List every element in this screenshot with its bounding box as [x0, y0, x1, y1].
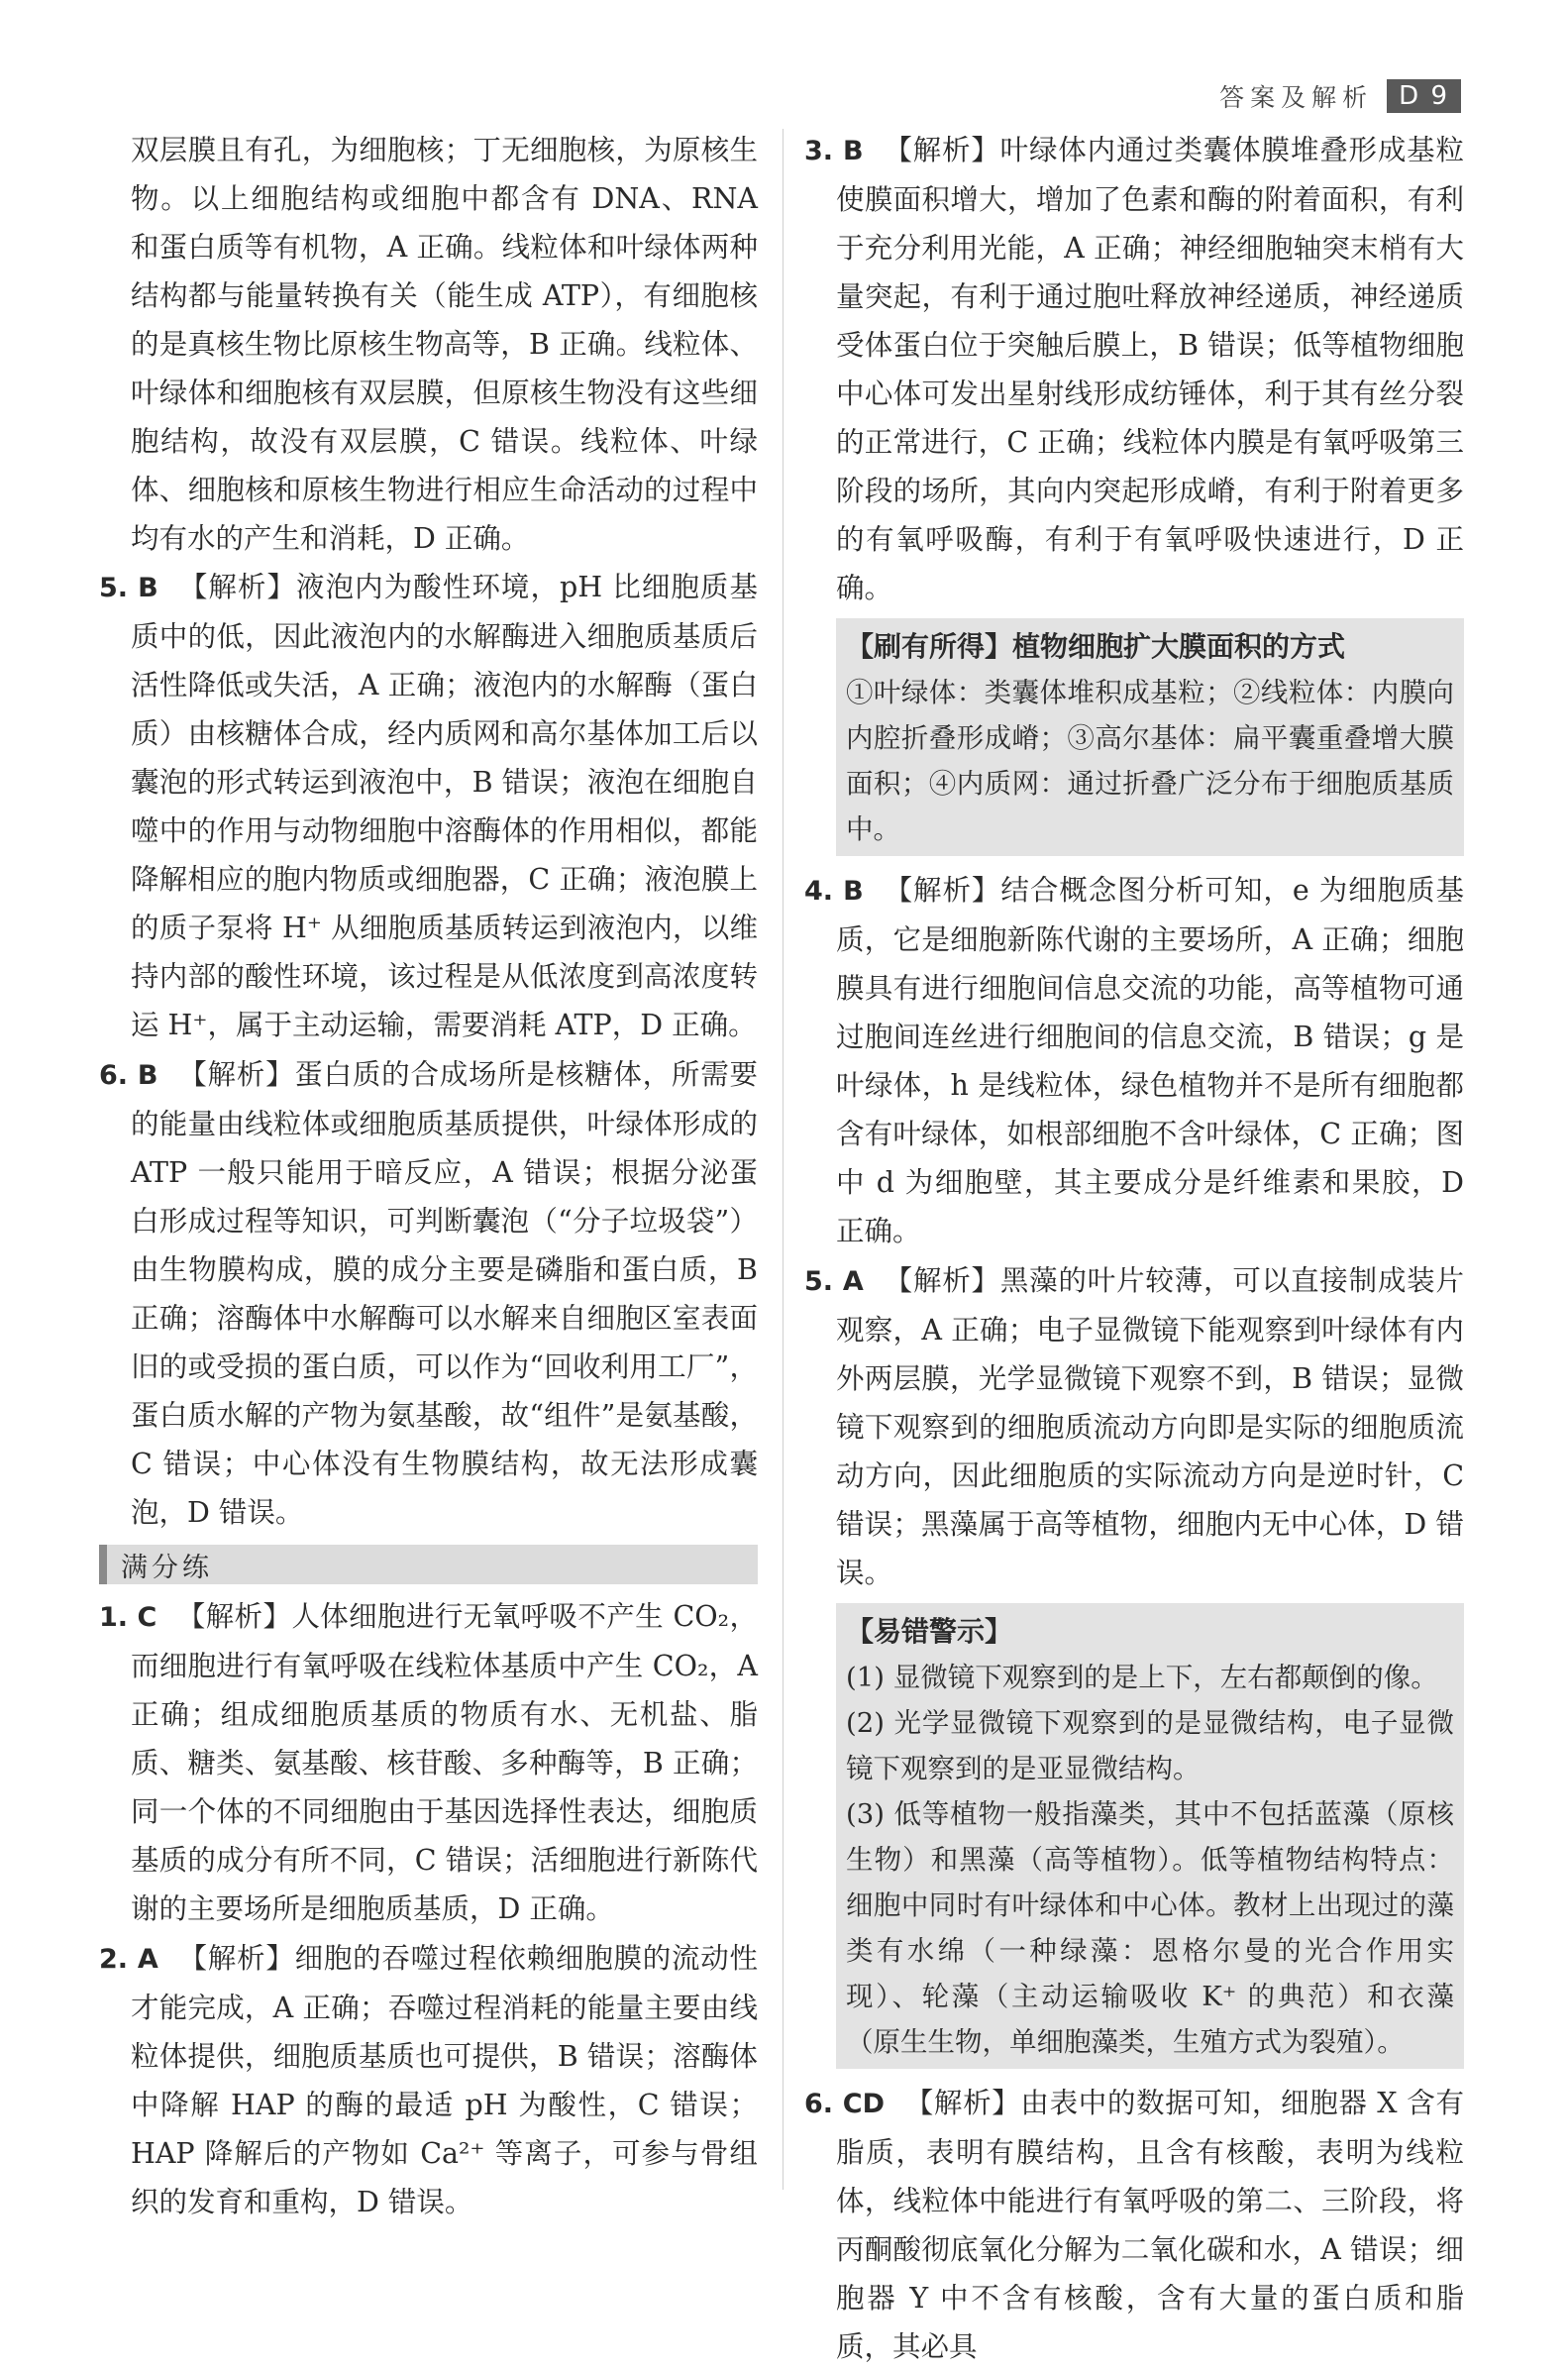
- question-5: [804, 1256, 1464, 1597]
- header-title: 答案及解析: [1219, 83, 1374, 112]
- section-title: 满分练: [121, 1552, 213, 1583]
- answer-letter: B: [842, 136, 864, 166]
- analysis-text: 蛋白质的合成场所是核糖体，所需要的能量由线粒体或细胞质基质提供，叶绿体形成的 ATP 一般只能用于暗反应，A 错误；根据分泌蛋白形成过程等知识，可判断囊泡（“分子垃圾袋”）由生物膜构成，膜的成分主要是磷脂和蛋白质，B 正确；溶酶体中水解酶可以水解来自细胞区室表面旧的或受损的蛋白质，可以作为“回收利用工厂”，蛋白质水解的产物为氨基酸，故“组件”是氨基酸，C 错误；中心体没有生物膜结构，故无法形成囊泡，D 错误。: [131, 1058, 758, 1529]
- column-divider: [783, 129, 784, 2190]
- question-number: 5.: [804, 1266, 834, 1297]
- warning-point-1: (1) 显微镜下观察到的是上下，左右都颠倒的像。: [846, 1662, 1438, 1693]
- question-number: 6.: [99, 1060, 129, 1091]
- question-number: 4.: [804, 876, 834, 907]
- intro-paragraph: 双层膜且有孔，为细胞核；丁无细胞核，为原核生物。以上细胞结构或细胞中都含有 DNA、RNA 和蛋白质等有机物，A 正确。线粒体和叶绿体两种结构都与能量转换有关（能生成 ATP），有细胞核的是真核生物比原核生物高等，B 正确。线粒体、叶绿体和细胞核有双层膜，但原核生物没有这些细胞结构，故没有双层膜，C 错误。线粒体、叶绿体、细胞核和原核生物进行相应生命活动的过程中均有水的产生和消耗，D 正确。: [131, 134, 758, 555]
- analysis-text: 细胞的吞噬过程依赖细胞膜的流动性才能完成，A 正确；吞噬过程消耗的能量主要由线粒体提供，细胞质基质也可提供，B 错误；溶酶体中降解 HAP 的酶的最适 pH 为酸性，C 错误；HAP 降解后的产物如 Ca²⁺ 等离子，可参与骨组织的发育和重构，D 错误。: [131, 1942, 758, 2218]
- takeaway-box: [836, 618, 1464, 856]
- analysis-tag: 【解析】: [177, 1942, 295, 1975]
- left-column: [99, 126, 758, 2227]
- page-header: [1219, 77, 1461, 115]
- question-number: 1.: [99, 1602, 129, 1633]
- takeaway-text: ①叶绿体：类囊体堆积成基粒；②线粒体：内膜向内腔折叠形成嵴；③高尔基体：扁平囊重叠增大膜面积；④内质网：通过折叠广泛分布于细胞质基质中。: [846, 677, 1454, 845]
- analysis-text: 叶绿体内通过类囊体膜堆叠形成基粒使膜面积增大，增加了色素和酶的附着面积，有利于充分利用光能，A 正确；神经细胞轴突末梢有大量突起，有利于通过胞吐释放神经递质，神经递质受体蛋白位于突触后膜上，B 错误；低等植物细胞中心体可发出星射线形成纺锤体，利于其有丝分裂的正常进行，C 正确；线粒体内膜是有氧呼吸第三阶段的场所，其向内突起形成嵴，有利于附着更多的有氧呼吸酶，有利于有氧呼吸快速进行，D 正确。: [836, 134, 1464, 604]
- question-number: 3.: [804, 136, 834, 166]
- question-2: [99, 1934, 758, 2226]
- answer-letter: A: [842, 1266, 864, 1297]
- analysis-tag: 【解析】: [176, 1600, 292, 1633]
- analysis-tag: 【解析】: [177, 571, 297, 603]
- analysis-text: 液泡内为酸性环境，pH 比细胞质基质中的低，因此液泡内的水解酶进入细胞质基质后活性降低或失活，A 正确；液泡内的水解酶（蛋白质）由核糖体合成，经内质网和高尔基体加工后以囊泡的形式转运到液泡中，B 错误；液泡在细胞自噬中的作用与动物细胞中溶酶体的作用相似，都能降解相应的胞内物质或细胞器，C 正确；液泡膜上的质子泵将 H⁺ 从细胞质基质转运到液泡内，以维持内部的酸性环境，该过程是从低浓度到高浓度转运 H⁺，属于主动运输，需要消耗 ATP，D 正确。: [131, 571, 758, 1041]
- question-1: [99, 1592, 758, 1933]
- question-5: [99, 563, 758, 1049]
- analysis-text: 人体细胞进行无氧呼吸不产生 CO₂，而细胞进行有氧呼吸在线粒体基质中产生 CO₂，A 正确；组成细胞质基质的物质有水、无机盐、脂质、糖类、氨基酸、核苷酸、多种酶等，B 正确；同一个体的不同细胞由于基因选择性表达，细胞质基质的成分有所不同，C 错误；活细胞进行新陈代谢的主要场所是细胞质基质，D 正确。: [131, 1600, 758, 1925]
- takeaway-title: 【刷有所得】植物细胞扩大膜面积的方式: [846, 630, 1346, 663]
- analysis-text: 结合概念图分析可知，e 为细胞质基质，它是细胞新陈代谢的主要场所，A 正确；细胞膜具有进行细胞间信息交流的功能，高等植物可通过胞间连丝进行细胞间的信息交流，B 错误；g 是叶绿体，h 是线粒体，绿色植物并不是所有细胞都含有叶绿体，如根部细胞不含叶绿体，C 正确；图中 d 为细胞壁，其主要成分是纤维素和果胶，D 正确。: [836, 874, 1464, 1247]
- page-number: D 9: [1387, 79, 1461, 113]
- question-number: 5.: [99, 573, 129, 603]
- analysis-tag: 【解析】: [904, 2087, 1021, 2119]
- answer-letter: A: [137, 1944, 158, 1975]
- warning-point-2: (2) 光学显微镜下观察到的是显微结构，电子显微镜下观察到的是亚显微结构。: [846, 1707, 1454, 1784]
- analysis-tag: 【解析】: [177, 1058, 295, 1091]
- question-4: [804, 866, 1464, 1255]
- analysis-text: 黑藻的叶片较薄，可以直接制成装片观察，A 正确；电子显微镜下能观察到叶绿体有内外两层膜，光学显微镜下观察不到，B 错误；显微镜下观察到的细胞质流动方向即是实际的细胞质流动方向，因此细胞质的实际流动方向是逆时针，C 错误；黑藻属于高等植物，细胞内无中心体，D 错误。: [836, 1264, 1464, 1589]
- answer-letter: B: [843, 876, 864, 907]
- question-number: 2.: [99, 1944, 129, 1975]
- question-3: [804, 126, 1464, 612]
- question-6: [804, 2079, 1464, 2371]
- right-column: [804, 126, 1464, 2372]
- question-number: 6.: [804, 2089, 834, 2119]
- question-6: [99, 1050, 758, 1537]
- analysis-tag: 【解析】: [883, 134, 1000, 166]
- warning-title: 【易错警示】: [846, 1615, 1013, 1648]
- analysis-tag: 【解析】: [883, 1264, 1000, 1297]
- answer-letter: C: [137, 1602, 157, 1633]
- warning-point-3: (3) 低等植物一般指藻类，其中不包括蓝藻（原核生物）和黑藻（高等植物）。低等植物结构特点：细胞中同时有叶绿体和中心体。教材上出现过的藻类有水绵（一种绿藻：恩格尔曼的光合作用实现）、轮藻（主动运输吸收 K⁺ 的典范）和衣藻（原生生物，单细胞藻类，生殖方式为裂殖）。: [846, 1798, 1454, 2058]
- answer-letter: B: [138, 573, 158, 603]
- section-heading: [99, 1545, 758, 1584]
- warning-box: [836, 1603, 1464, 2069]
- analysis-tag: 【解析】: [883, 874, 1001, 907]
- answer-letter: B: [137, 1060, 158, 1091]
- analysis-text: 由表中的数据可知，细胞器 X 含有脂质，表明有膜结构，且含有核酸，表明为线粒体，线粒体中能进行有氧呼吸的第二、三阶段，将丙酮酸彻底氧化分解为二氧化碳和水，A 错误；细胞器 Y 中不含有核酸，含有大量的蛋白质和脂质，其必具: [836, 2087, 1464, 2363]
- answer-letter: CD: [842, 2089, 886, 2119]
